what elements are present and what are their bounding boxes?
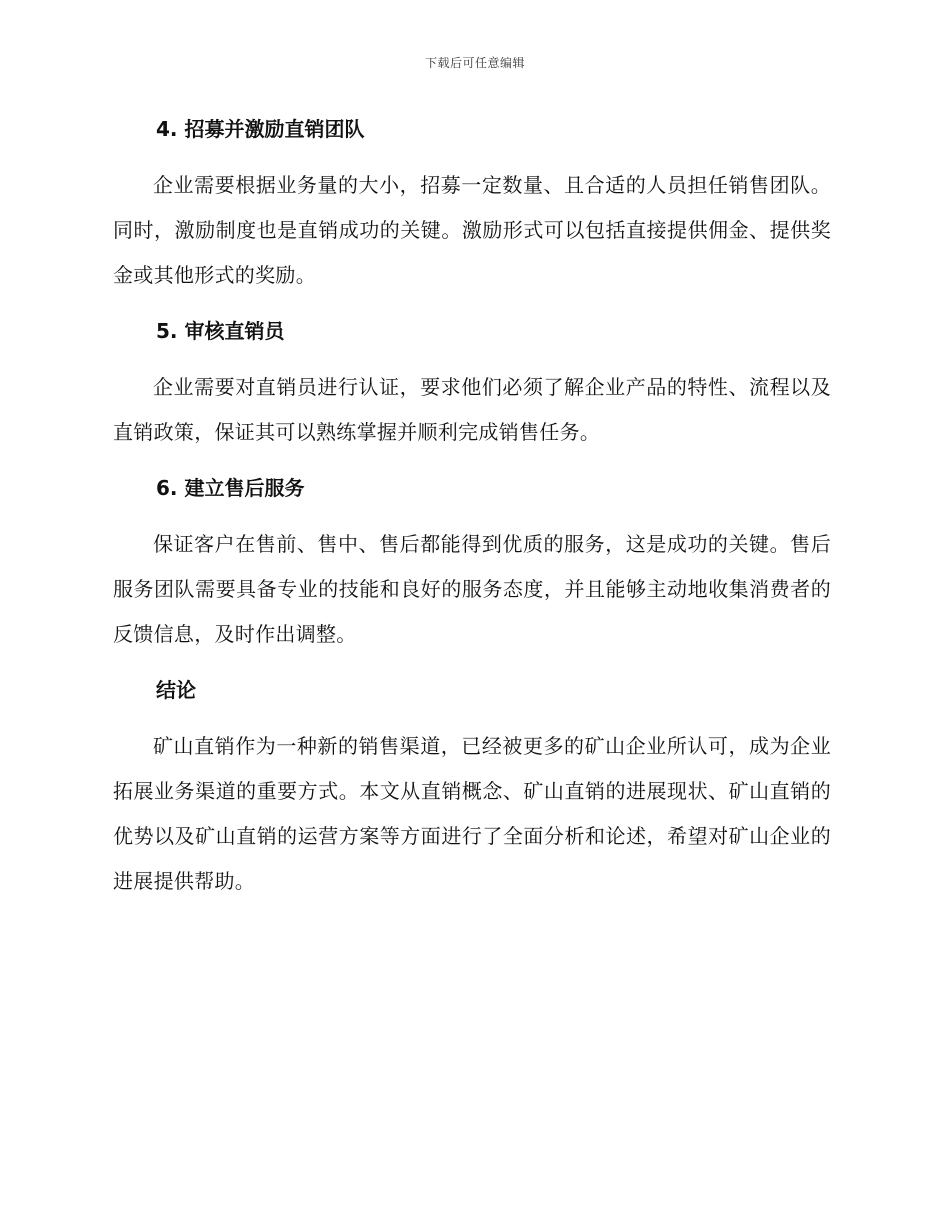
section-heading: 4. 招募并激励直销团队 xyxy=(156,117,365,141)
section-heading: 6. 建立售后服务 xyxy=(156,476,305,500)
document-body xyxy=(113,112,831,920)
section-review-salespeople xyxy=(113,314,831,455)
section-heading: 结论 xyxy=(156,678,196,702)
section-recruit-team xyxy=(113,112,831,298)
section-heading: 5. 审核直销员 xyxy=(156,319,285,343)
section-paragraph: 矿山直销作为一种新的销售渠道，已经被更多的矿山企业所认可，成为企业拓展业务渠道的重要方式。本文从直销概念、矿山直销的进展现状、矿山直销的优势以及矿山直销的运营方案等方面进行了全面分析和论述，希望对矿山企业的进展提供帮助。 xyxy=(113,734,831,893)
section-after-sales-service xyxy=(113,471,831,657)
section-conclusion xyxy=(113,673,831,904)
section-paragraph: 保证客户在售前、售中、售后都能得到优质的服务，这是成功的关键。售后服务团队需要具备专业的技能和良好的服务态度，并且能够主动地收集消费者的反馈信息，及时作出调整。 xyxy=(113,532,831,646)
section-paragraph: 企业需要根据业务量的大小，招募一定数量、且合适的人员担任销售团队。同时，激励制度也是直销成功的关键。激励形式可以包括直接提供佣金、提供奖金或其他形式的奖励。 xyxy=(113,173,831,287)
section-paragraph: 企业需要对直销员进行认证，要求他们必须了解企业产品的特性、流程以及直销政策，保证其可以熟练掌握并顺利完成销售任务。 xyxy=(113,375,831,444)
header-note: 下载后可任意编辑 xyxy=(424,56,525,70)
